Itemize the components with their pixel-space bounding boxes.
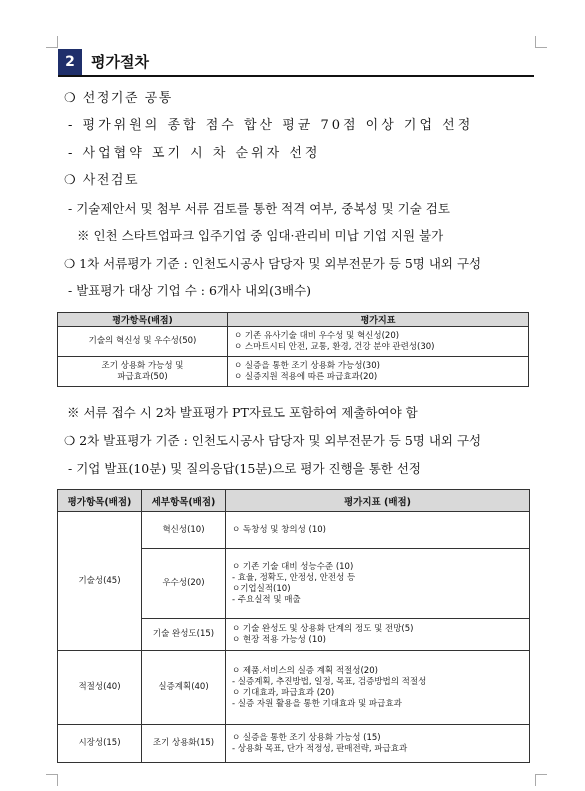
table-sub-cell: 우수성(20) bbox=[142, 549, 226, 619]
table-row bbox=[58, 725, 530, 763]
line-selection-criteria: ❍ 선정기준 공통 bbox=[64, 91, 173, 106]
table-row bbox=[58, 357, 529, 387]
table-header-cell: 평가지표 (배점) bbox=[226, 490, 530, 512]
table-header-cell: 평가항목(배점) bbox=[58, 490, 142, 512]
line-second-round: ❍ 2차 발표평가 기준 : 인천도시공사 담당자 및 외부전문가 등 5명 내외 구성 bbox=[64, 433, 482, 448]
table-sub-cell: 조기 상용화(15) bbox=[142, 725, 226, 763]
line-pre-review: ❍ 사전검토 bbox=[64, 173, 140, 188]
table-item-cell: 적절성(40) bbox=[58, 651, 142, 725]
table-header-cell: 평가지표 bbox=[228, 313, 529, 327]
line-note-pt-material: ※ 서류 접수 시 2차 발표평가 PT자료도 포함하여 제출하여야 함 bbox=[67, 405, 418, 420]
section-header bbox=[58, 49, 534, 77]
table-item-cell: 기술성(45) bbox=[58, 512, 142, 651]
line-first-round: ❍ 1차 서류평가 기준 : 인천도시공사 담당자 및 외부전문가 등 5명 내외 구성 bbox=[64, 256, 482, 271]
table-indicator-cell: ㅇ 기존 기술 대비 성능수준 (10) - 효율, 정확도, 안정성, 안전성 등 ㅇ기업실적(10) - 주요실적 및 매출 bbox=[226, 549, 530, 619]
table-sub-cell: 혁신성(10) bbox=[142, 512, 226, 549]
table-item-cell: 기술의 혁신성 및 우수성(50) bbox=[58, 327, 228, 357]
table-sub-cell: 기술 완성도(15) bbox=[142, 619, 226, 651]
section-number: 2 bbox=[58, 49, 82, 75]
line-presentation-count: - 발표평가 대상 기업 수 : 6개사 내외(3배수) bbox=[68, 283, 312, 298]
table-indicator-cell: ㅇ 기존 유사기술 대비 우수성 및 혁신성(20) ㅇ 스마트시티 안전, 교통, 환경, 건강 분야 관련성(30) bbox=[228, 327, 529, 357]
table-row bbox=[58, 651, 530, 725]
crop-mark-top-left bbox=[46, 36, 58, 48]
line-next-rank: - 사업협약 포기 시 차 순위자 선정 bbox=[68, 146, 321, 161]
line-document-review: - 기술제안서 및 첨부 서류 검토를 통한 적격 여부, 중복성 및 기술 검토 bbox=[68, 201, 450, 216]
table-row bbox=[58, 327, 529, 357]
section-title: 평가절차 bbox=[91, 53, 149, 71]
line-note-unpaid: ※ 인천 스타트업파크 입주기업 중 임대·관리비 미납 기업 지원 불가 bbox=[77, 228, 444, 243]
table-header-row bbox=[58, 490, 530, 512]
line-score-threshold: - 평가위원의 종합 점수 합산 평균 70점 이상 기업 선정 bbox=[68, 118, 474, 133]
table-indicator-cell: ㅇ 제품.서비스의 실증 계획 적절성(20) - 실증계획, 추진방법, 일정, 목표, 검증방법의 적절성 ㅇ 기대효과, 파급효과 (20) - 실증 자원 활용을 통한 기대효과 및 파급효과 bbox=[226, 651, 530, 725]
table-indicator-cell: ㅇ 실증을 통한 조기 상용화 가능성(30) ㅇ 실증지원 적용에 따른 파급효과(20) bbox=[228, 357, 529, 387]
crop-mark-bottom-left bbox=[46, 774, 58, 786]
table-indicator-cell: ㅇ 기술 완성도 및 상용화 단계의 정도 및 전망(5) ㅇ 현장 적용 가능성 (10) bbox=[226, 619, 530, 651]
table-sub-cell: 실증계획(40) bbox=[142, 651, 226, 725]
table-row bbox=[58, 512, 530, 549]
table-indicator-cell: ㅇ 독창성 및 창의성 (10) bbox=[226, 512, 530, 549]
line-presentation-qa: - 기업 발표(10분) 및 질의응답(15분)으로 평가 진행을 통한 선정 bbox=[68, 461, 421, 476]
table-header-row bbox=[58, 313, 529, 327]
crop-mark-bottom-right bbox=[535, 774, 547, 786]
table-header-cell: 세부항목(배점) bbox=[142, 490, 226, 512]
evaluation-table-first-round bbox=[57, 312, 529, 387]
table-item-cell: 시장성(15) bbox=[58, 725, 142, 763]
table-indicator-cell: ㅇ 실증을 통한 조기 상용화 가능성 (15) - 상용화 목표, 단가 적정성, 판매전략, 파급효과 bbox=[226, 725, 530, 763]
table-header-cell: 평가항목(배점) bbox=[58, 313, 228, 327]
crop-mark-top-right bbox=[535, 36, 547, 48]
evaluation-table-second-round bbox=[57, 489, 530, 763]
table-item-cell: 조기 상용화 가능성 및 파급효과(50) bbox=[58, 357, 228, 387]
